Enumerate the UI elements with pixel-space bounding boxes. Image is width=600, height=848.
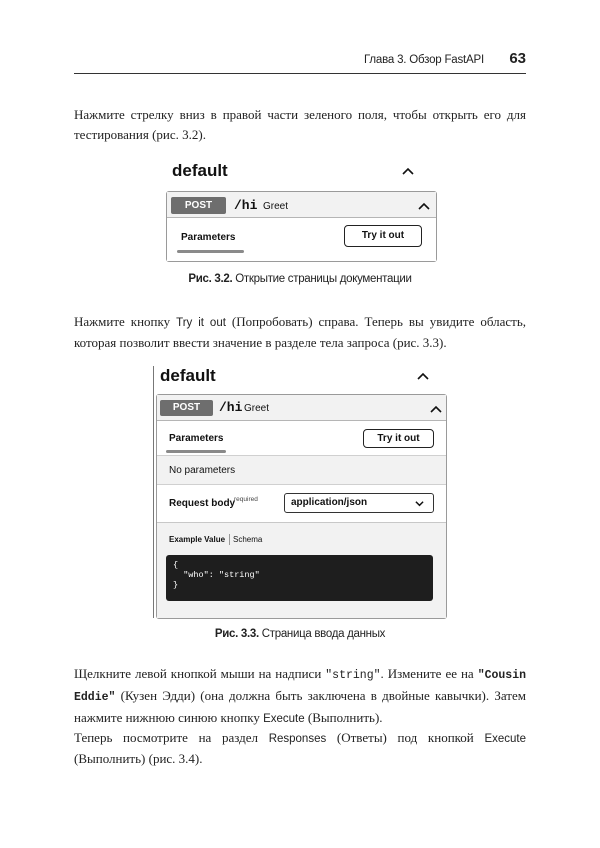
endpoint-path: /hi bbox=[219, 400, 243, 415]
text-run: . Измените ее на bbox=[380, 666, 478, 681]
inline-code: "string" bbox=[325, 669, 381, 682]
caption-label: Рис. 3.2. bbox=[188, 273, 233, 285]
required-badge: required bbox=[234, 496, 258, 503]
method-badge: POST bbox=[160, 400, 213, 416]
text-run: Теперь посмотрите на раздел bbox=[74, 730, 269, 745]
tab-separator bbox=[229, 534, 230, 545]
paragraph-2 bbox=[74, 312, 526, 353]
figure-3-2 bbox=[164, 158, 438, 261]
tab-parameters[interactable]: Parameters bbox=[169, 433, 224, 444]
text-run: Щелкните левой кнопкой мыши на надписи bbox=[74, 666, 326, 681]
paragraph-1: Нажмите стрелку вниз в правой части зеленого поля, чтобы открыть его для тестирования (рис. 3.2). bbox=[74, 107, 526, 142]
caption-text: Страница ввода данных bbox=[258, 628, 386, 640]
section-title: default bbox=[160, 366, 216, 385]
section-title: default bbox=[172, 161, 228, 180]
active-tab-underline bbox=[166, 450, 226, 453]
no-parameters-text: No parameters bbox=[169, 465, 236, 476]
endpoint-path: /hi bbox=[234, 198, 258, 213]
text-run: (Кузен Эдди) (она должна быть заключена в двойные кавычки). Затем нажмите нижнюю синюю кнопку bbox=[74, 688, 526, 725]
inline-ui-term: Execute bbox=[484, 733, 526, 745]
tab-parameters[interactable]: Parameters bbox=[181, 232, 236, 243]
caption-label: Рис. 3.3. bbox=[214, 628, 259, 640]
text-run: (Выполнить) (рис. 3.4). bbox=[74, 751, 203, 766]
figure-3-3 bbox=[153, 366, 447, 618]
tab-schema[interactable]: Schema bbox=[233, 535, 263, 544]
chevron-up-icon[interactable] bbox=[430, 403, 442, 415]
chevron-up-icon[interactable] bbox=[417, 370, 429, 382]
chevron-down-icon bbox=[415, 499, 424, 508]
chevron-up-icon[interactable] bbox=[418, 200, 430, 212]
operation-summary-bar[interactable] bbox=[157, 395, 446, 421]
try-it-out-button[interactable]: Try it out bbox=[363, 429, 434, 448]
endpoint-summary: Greet bbox=[263, 201, 289, 212]
operation-block bbox=[156, 394, 447, 619]
text-run: (Выполнить). bbox=[304, 710, 383, 725]
inline-ui-term: Responses bbox=[268, 733, 327, 745]
tab-example-value[interactable]: Example Value bbox=[169, 535, 226, 544]
inline-ui-term: Execute bbox=[263, 713, 305, 725]
code-line: "who": "string" bbox=[173, 570, 260, 580]
content-type-select[interactable] bbox=[284, 493, 434, 513]
text-run: Нажмите кнопку bbox=[74, 314, 177, 329]
page-number: 63 bbox=[509, 50, 526, 67]
text-run: (Попробовать) справа. Теперь вы увидите область, которая позволит ввести значение в разделе тела запроса (рис. 3.3). bbox=[74, 314, 527, 350]
chapter-title: Глава 3. Обзор FastAPI bbox=[364, 54, 484, 66]
operation-block bbox=[166, 191, 437, 262]
chevron-up-icon[interactable] bbox=[402, 165, 414, 177]
operation-summary-bar[interactable] bbox=[167, 192, 436, 218]
figure-caption-3-3 bbox=[74, 628, 526, 640]
text-run: (Ответы) под кнопкой bbox=[326, 730, 485, 745]
try-it-out-button[interactable]: Try it out bbox=[344, 225, 422, 247]
parameters-panel bbox=[167, 218, 436, 261]
content-type-value: application/json bbox=[291, 497, 368, 508]
inline-code: "Cousin Eddie" bbox=[74, 669, 527, 704]
example-code-block[interactable] bbox=[166, 555, 433, 601]
page-header bbox=[74, 51, 526, 74]
parameters-row bbox=[157, 455, 446, 485]
figure-caption-3-2 bbox=[74, 273, 526, 285]
example-panel bbox=[157, 523, 446, 618]
code-line: } bbox=[173, 580, 179, 590]
paragraph-3 bbox=[74, 664, 526, 729]
active-tab-underline bbox=[177, 250, 244, 253]
method-badge: POST bbox=[171, 197, 226, 214]
code-line: { bbox=[173, 560, 179, 570]
endpoint-summary: Greet bbox=[244, 403, 270, 414]
request-body-label: Request body bbox=[169, 498, 236, 509]
inline-ui-term: Try it out bbox=[176, 317, 226, 329]
paragraph-4 bbox=[74, 728, 526, 769]
caption-text: Открытие страницы документации bbox=[232, 273, 412, 285]
